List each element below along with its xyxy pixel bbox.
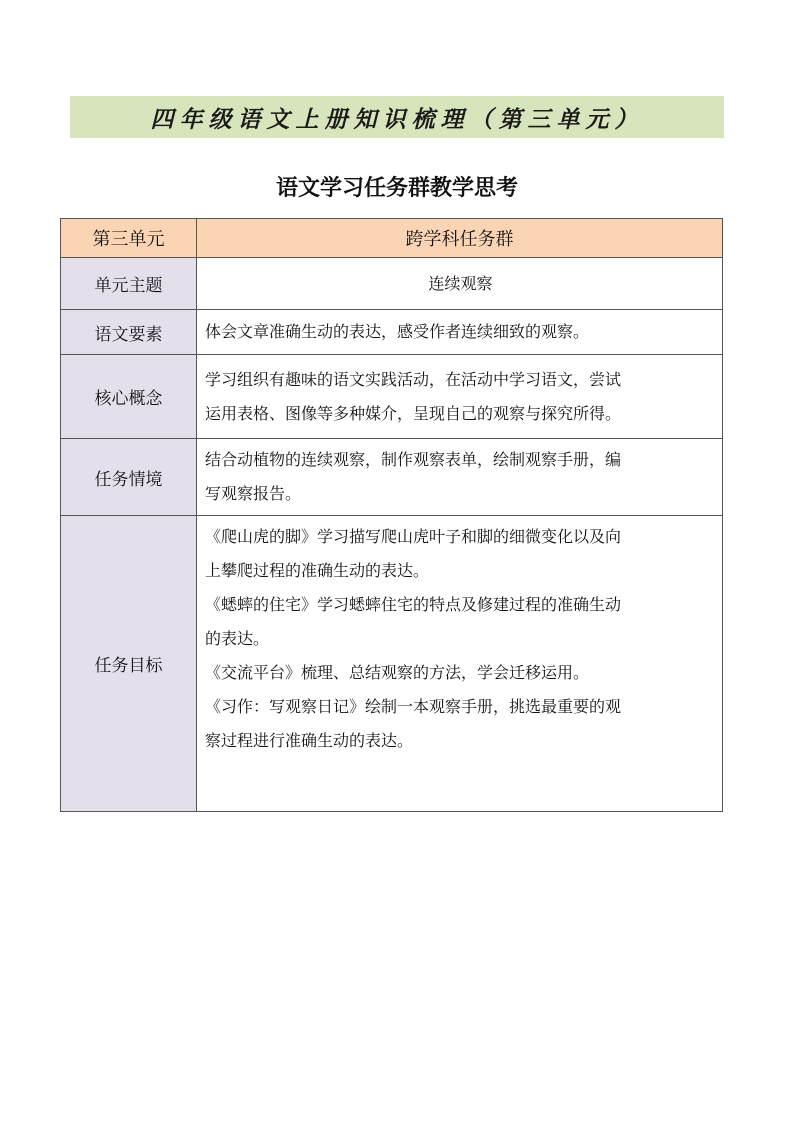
row-value: 《爬山虎的脚》学习描写爬山虎叶子和脚的细微变化以及向 上攀爬过程的准确生动的表达。 《蟋蟀的住宅》学习蟋蟀住宅的特点及修建过程的准确生动 的表达。 《交流平台》梳理、总结观察的方法，学会迁移运用。 《习作：写观察日记》绘制一本观察手册，挑选最重要的观 察过程进行准确生动的表达。 — [197, 516, 723, 812]
header-task-group: 跨学科任务群 — [197, 219, 723, 258]
title-banner — [70, 96, 724, 138]
page-subtitle: 语文学习任务群教学思考 — [275, 176, 518, 201]
row-label: 单元主题 — [61, 258, 197, 310]
row-value: 结合动植物的连续观察，制作观察表单，绘制观察手册，编 写观察报告。 — [197, 439, 723, 516]
row-label: 核心概念 — [61, 355, 197, 439]
table-row — [61, 258, 723, 310]
table-row — [61, 439, 723, 516]
row-label: 语文要素 — [61, 310, 197, 355]
banner-title: 四年级语文上册知识梳理（第三单元） — [150, 105, 644, 133]
row-label: 任务情境 — [61, 439, 197, 516]
table-header-row — [61, 219, 723, 258]
table-row — [61, 310, 723, 355]
task-table — [60, 218, 723, 812]
row-label: 任务目标 — [61, 516, 197, 812]
table-row — [61, 516, 723, 812]
row-value: 连续观察 — [197, 258, 723, 310]
row-value: 体会文章准确生动的表达，感受作者连续细致的观察。 — [197, 310, 723, 355]
row-value: 学习组织有趣味的语文实践活动，在活动中学习语文，尝试 运用表格、图像等多种媒介，呈现自己的观察与探究所得。 — [197, 355, 723, 439]
header-unit: 第三单元 — [61, 219, 197, 258]
table-row — [61, 355, 723, 439]
